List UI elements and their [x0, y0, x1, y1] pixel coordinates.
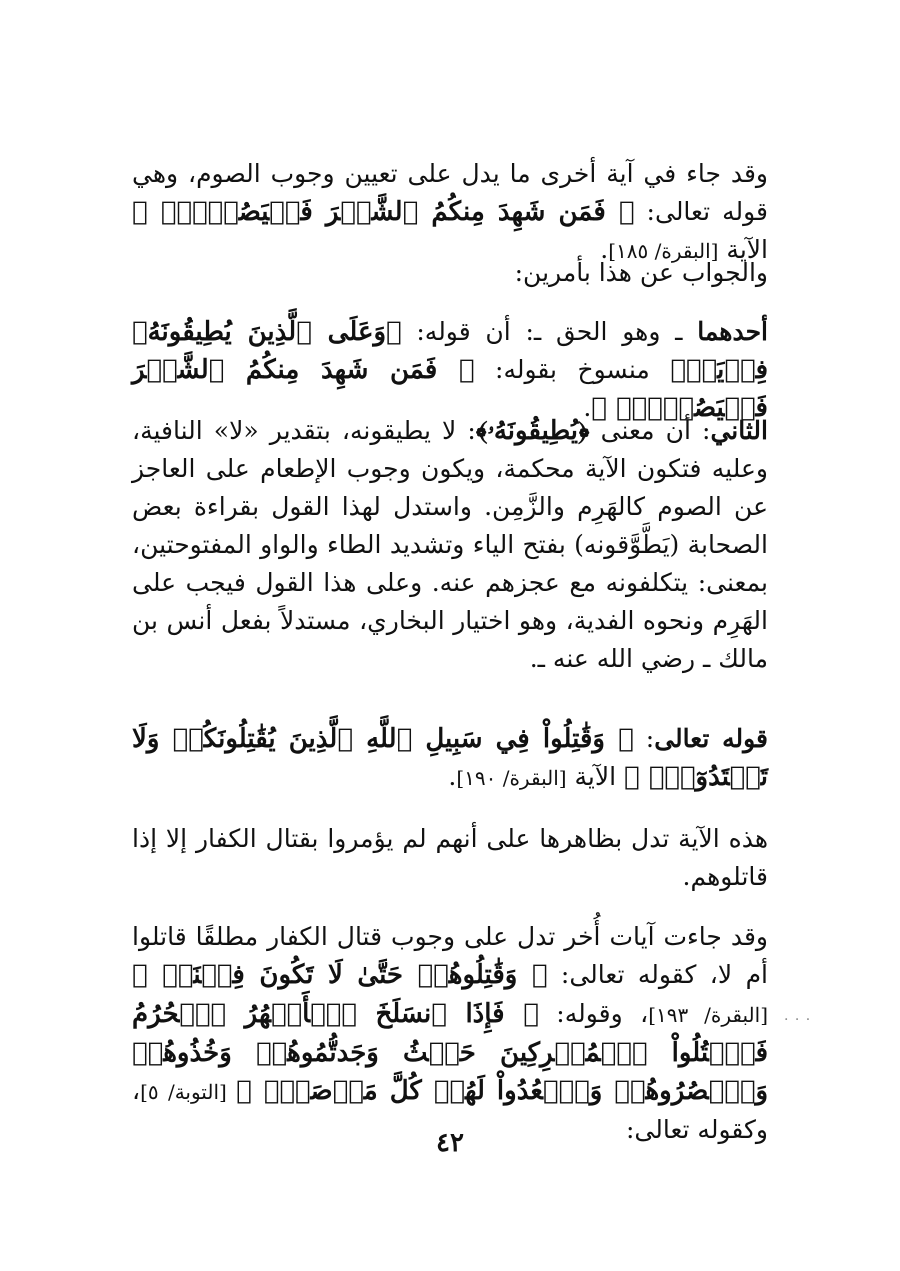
paragraph-text: والجواب عن هذا بأمرين:: [514, 258, 768, 287]
paragraph-2: [132, 254, 768, 292]
paragraph-heading: قوله تعالى: [654, 724, 768, 753]
verse-reference: [التوبة/ ٥]: [140, 1080, 237, 1104]
paragraph-heading: أحدهما: [697, 317, 768, 346]
quran-verse: ﴿وَعَلَى ٱلَّذِينَ يُطِيقُونَهُۥ فِدۡيَةٞ﴾: [132, 317, 769, 385]
paragraph-text: الآية: [566, 762, 625, 791]
paragraph-text: ، وقوله:: [538, 999, 649, 1028]
quran-verse: ﴿ فَإِذَا ٱنسَلَخَ ٱلۡأَشۡهُرُ ٱلۡحُرُمُ فَٱقۡتُلُواْ ٱلۡمُشۡرِكِينَ حَيۡثُ وَجَدتُّمُوهُمۡ وَخُذُوهُمۡ وَٱحۡصُرُوهُمۡ وَٱقۡعُدُواْ لَهُمۡ كُلَّ مَرۡصَدٖۚ ﴾: [132, 999, 768, 1106]
quran-verse: ﴿ وَقَٰتِلُواْ فِي سَبِيلِ ٱللَّهِ ٱلَّذِينَ يُقَٰتِلُونَكُمۡ وَلَا تَعۡتَدُوٓاْۚ ﴾: [132, 724, 768, 792]
paragraph-text: ، وكقوله تعالى:: [132, 1076, 768, 1144]
paragraph-1: [132, 155, 768, 270]
paragraph-3: [132, 313, 768, 427]
paragraph-7: [132, 918, 768, 1149]
paragraph-text: الآية: [718, 235, 768, 264]
paragraph-text: .: [583, 393, 592, 422]
paragraph-text: : أن معنى: [589, 416, 711, 445]
quran-verse: ﴿ وَقَٰتِلُوهُمۡ حَتَّىٰ لَا تَكُونَ فِتۡنَةٞ ﴾: [132, 960, 548, 990]
paragraph-text: .: [600, 235, 609, 264]
paragraph-heading: الثاني: [710, 416, 768, 445]
paragraph-text: .: [448, 762, 457, 791]
paragraph-text: : لا يطيقونه، بتقدير «لا» النافية، وعليه فتكون الآية محكمة، ويكون وجوب الإطعام على العاجز عن الصوم كالهَرِم والزَّمِن. واستدل لهذا القول بقراءة بعض الصحابة (يَطَّوَّقونه) بفتح الياء وتشديد الطاء والواو المفتوحتين، بمعنى: يتكلفونه مع عجزهم عنه. وعلى هذا القول فيجب على الهَرِم ونحوه الفدية، وهو اختيار البخاري، مستدلاً بفعل أنس بن مالك ـ رضي الله عنه ـ.: [132, 416, 768, 673]
paragraph-text: هذه الآية تدل بظاهرها على أنهم لم يؤمروا بقتال الكفار إلا إذا قاتلوهم.: [132, 824, 768, 891]
margin-mark: · · ·: [784, 1012, 812, 1028]
quran-verse: ﴿ فَمَن شَهِدَ مِنكُمُ ٱلشَّهۡرَ فَلۡيَصُمۡهُۖ ﴾: [132, 197, 635, 227]
verse-reference: [البقرة/ ١٩٠]: [456, 766, 567, 790]
paragraph-text: وقد جاءت آيات أُخر تدل على وجوب قتال الكفار مطلقًا قاتلوا أم لا، كقوله تعالى:: [132, 922, 768, 989]
verse-reference: [البقرة/ ١٨٥]: [608, 239, 719, 263]
paragraph-6: [132, 820, 768, 896]
page-number: ٤٢: [436, 1128, 464, 1158]
paragraph-text: ـ وهو الحق ـ: أن قوله:: [401, 317, 698, 346]
paragraph-5: [132, 720, 768, 797]
paragraph-text: وقد جاء في آية أخرى ما يدل على تعيين وجوب الصوم، وهي قوله تعالى:: [132, 159, 768, 226]
quran-verse: ﴿ فَمَن شَهِدَ مِنكُمُ ٱلشَّهۡرَ فَلۡيَصُمۡهُۖ ﴾: [132, 355, 768, 423]
paragraph-text: :: [633, 724, 655, 753]
paragraph-4: [132, 412, 768, 678]
paragraph-text: منسوخ بقوله:: [474, 355, 671, 384]
verse-reference: [البقرة/ ١٩٣]: [648, 1003, 768, 1027]
quran-verse: ﴿يُطِيقُونَهُۥ﴾: [475, 416, 590, 446]
